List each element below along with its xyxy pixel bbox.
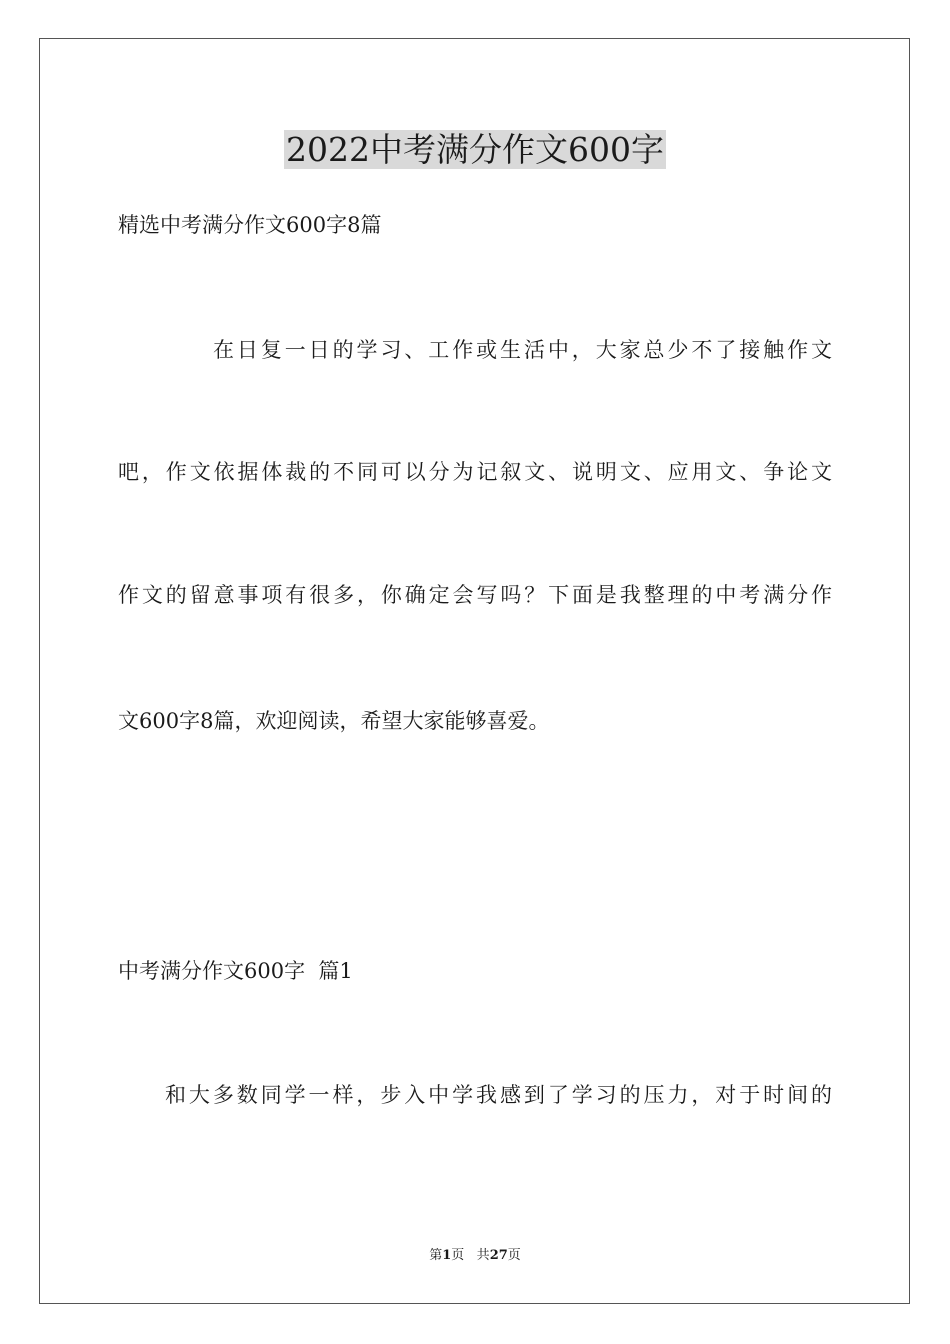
footer-page-prefix: 第: [429, 1248, 443, 1263]
document-title: [0, 128, 950, 172]
intro-line-1: 在日复一日的学习、工作或生活中，大家总少不了接触作文: [213, 338, 832, 362]
intro-line-4: 文600字8篇，欢迎阅读，希望大家能够喜爱。: [118, 709, 550, 733]
footer-page-suffix: 页: [451, 1248, 465, 1263]
section-paragraph-line-1: 和大多数同学一样，步入中学我感到了学习的压力，对于时间的: [165, 1083, 832, 1107]
footer-total-pages: 27: [489, 1248, 508, 1263]
intro-line-3: 作文的留意事项有很多，你确定会写吗？下面是我整理的中考满分作: [118, 583, 832, 607]
document-subtitle: 精选中考满分作文600字8篇: [118, 213, 382, 237]
footer-total-prefix: 共: [476, 1248, 490, 1263]
intro-line-2: 吧，作文依据体裁的不同可以分为记叙文、说明文、应用文、争论文: [118, 460, 832, 484]
page-footer: [0, 1247, 950, 1265]
document-title-text: 2022中考满分作文600字: [286, 130, 664, 169]
footer-total-suffix: 页: [507, 1248, 521, 1263]
section-heading: 中考满分作文600字 篇1: [118, 959, 353, 983]
footer-page-number: 1: [442, 1248, 452, 1263]
